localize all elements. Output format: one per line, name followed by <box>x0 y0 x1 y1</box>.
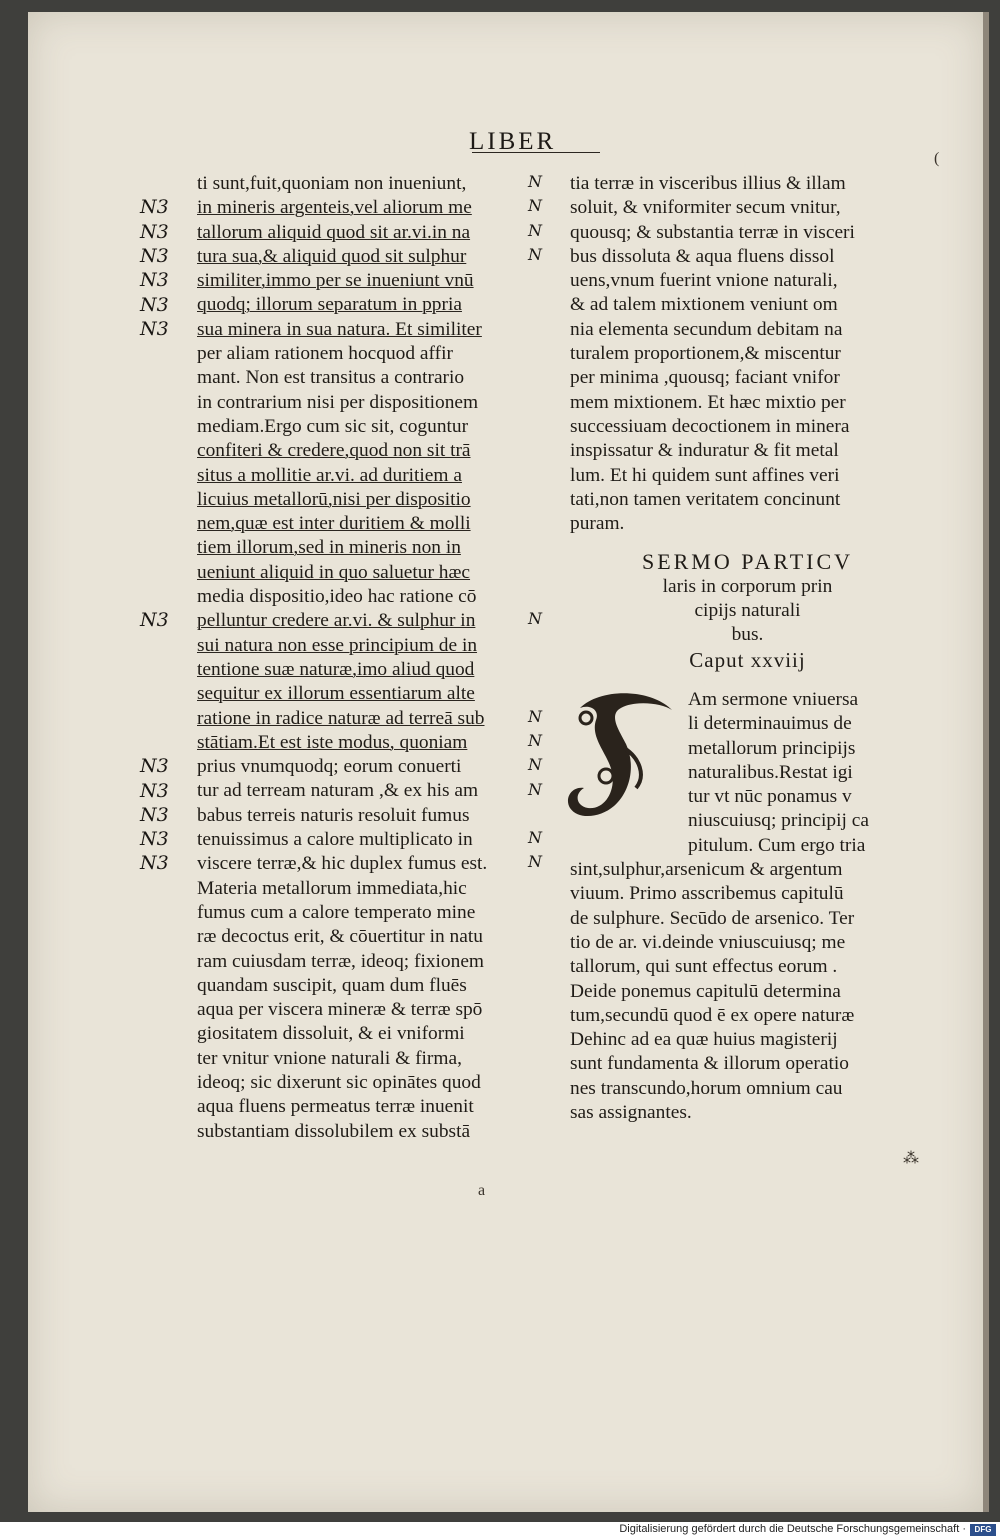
margin-note: N <box>528 828 542 848</box>
text-line: substantiam dissolubilem ex substā <box>197 1120 471 1142</box>
right-column-top-text <box>570 172 915 536</box>
text-line: aqua fluens permeatus terræ inuenit <box>197 1096 474 1118</box>
text-line: licuius metallorū,nisi per dispositio <box>197 488 471 510</box>
margin-note: N <box>528 609 542 629</box>
margin-note: N3 <box>140 244 169 267</box>
text-line: viuum. Primo asscribemus capitulū <box>570 883 844 905</box>
text-line: sint,sulphur,arsenicum & argentum <box>570 859 843 881</box>
text-line: inspissatur & induratur & fit metal <box>570 440 839 462</box>
margin-note: N <box>528 852 542 872</box>
margin-note: N <box>528 706 542 726</box>
text-line: li determinauimus de <box>688 713 852 735</box>
text-line: ueniunt aliquid in quo saluetur hæc <box>197 561 471 583</box>
text-line: ter vnitur vnione naturali & firma, <box>197 1047 462 1069</box>
text-line: quodq; illorum separatum in ppria <box>197 294 462 316</box>
margin-note: N3 <box>140 220 169 243</box>
text-line: tentione suæ naturæ,imo aliud quod <box>197 658 475 680</box>
text-line: ratione in radice naturæ ad terreā sub <box>197 707 485 729</box>
text-line: ræ decoctus erit, & cōuertitur in natu <box>197 926 483 948</box>
text-line: pelluntur credere ar.vi. & sulphur in <box>197 610 476 632</box>
section-heading-line: bus. <box>731 624 764 646</box>
text-line: tura sua,& aliquid quod sit sulphur <box>197 245 467 267</box>
text-line: niuscuiusq; principij ca <box>688 810 869 832</box>
chapter-number: Caput xxviij <box>689 647 806 672</box>
text-line: giositatem dissoluit, & ei vniformi <box>197 1023 465 1045</box>
text-line: tio de ar. vi.deinde vniuscuiusq; me <box>570 931 846 953</box>
text-line: in contrarium nisi per dispositionem <box>197 391 479 413</box>
text-line: stātiam.Et est iste modus, quoniam <box>197 731 468 753</box>
text-line: per aliam rationem hocquod affir <box>197 343 453 365</box>
margin-note: N <box>528 730 542 750</box>
text-line: fumus cum a calore temperato mine <box>197 901 476 923</box>
text-line: puram. <box>570 513 625 535</box>
margin-note: N <box>528 755 542 775</box>
section-heading-line: laris in corporum prin <box>662 575 833 597</box>
footer-bar <box>0 1522 1000 1538</box>
text-line: tallorum aliquid quod sit ar.vi.in na <box>197 221 471 243</box>
text-line: tati,non tamen veritatem concinunt <box>570 488 841 510</box>
text-line: tallorum, qui sunt effectus eorum . <box>570 956 838 978</box>
text-line: de sulphure. Secūdo de arsenico. Ter <box>570 907 855 929</box>
text-line: nes transcundo,horum omnium cau <box>570 1077 843 1099</box>
section-heading-line: cipijs naturali <box>694 600 801 622</box>
text-line: sequitur ex illorum essentiarum alte <box>197 683 475 705</box>
text-line: tenuissimus a calore multiplicato in <box>197 829 473 851</box>
text-line: situs a mollitie ar.vi. ad duritiem a <box>197 464 462 486</box>
margin-note: N <box>528 220 542 240</box>
running-head: LIBER <box>469 128 557 155</box>
text-line: ram cuiusdam terræ, ideoq; fixionem <box>197 950 485 972</box>
text-line: Materia metallorum immediata,hic <box>197 877 467 899</box>
text-line: lum. Et hi quidem sunt affines veri <box>570 464 840 486</box>
text-line: sui natura non esse principium de in <box>197 634 478 656</box>
margin-note: N3 <box>140 803 169 826</box>
signature-mark: a <box>478 1182 486 1199</box>
chapter-body-lines <box>570 858 915 1125</box>
text-line: quousq; & substantia terræ in visceri <box>570 221 855 243</box>
text-line: Am sermone vniuersa <box>688 688 859 710</box>
text-line: mediam.Ergo cum sic sit, coguntur <box>197 415 469 437</box>
text-line: babus terreis naturis resoluit fumus <box>197 804 470 826</box>
text-line: soluit, & vniformiter secum vnitur, <box>570 197 841 219</box>
right-text-column <box>570 172 915 1125</box>
text-line: per minima ,quousq; faciant vnifor <box>570 367 840 389</box>
text-line: tur ad terream naturam ,& ex his am <box>197 780 479 802</box>
text-line: naturalibus.Restat igi <box>688 761 853 783</box>
text-line: tum,secundū quod ē ex opere naturæ <box>570 1004 855 1026</box>
text-line: mant. Non est transitus a contrario <box>197 367 465 389</box>
text-line: turalem proportionem,& miscentur <box>570 343 841 365</box>
text-line: confiteri & credere,quod non sit trā <box>197 440 471 462</box>
margin-note: N3 <box>140 269 169 292</box>
text-line: sunt fundamenta & illorum operatio <box>570 1053 849 1075</box>
text-line: Dehinc ad ea quæ huius magisterij <box>570 1029 838 1051</box>
page-corner-mark: ( <box>934 150 940 167</box>
left-text-column <box>197 172 562 1144</box>
text-line: pitulum. Cum ergo tria <box>688 834 866 856</box>
margin-note: N3 <box>140 317 169 340</box>
text-line: mem mixtionem. Et hæc mixtio per <box>570 391 846 413</box>
text-line: tia terræ in visceribus illius & illam <box>570 173 846 194</box>
text-line: in mineris argenteis,vel aliorum me <box>197 197 472 219</box>
margin-note: N3 <box>140 828 169 851</box>
dfg-logo: DFG <box>970 1524 996 1536</box>
decorated-initial-icon <box>560 688 678 838</box>
margin-note: N3 <box>140 609 169 632</box>
section-heading <box>570 550 915 671</box>
text-line: sas assignantes. <box>570 1101 692 1123</box>
text-line: nem,quæ est inter duritiem & molli <box>197 513 471 535</box>
text-line: viscere terræ,& hic duplex fumus est. <box>197 853 488 875</box>
running-head-rule <box>472 152 600 153</box>
margin-note: N3 <box>140 852 169 875</box>
margin-note: N <box>528 779 542 799</box>
text-line: tiem illorum,sed in mineris non in <box>197 537 461 559</box>
margin-note: N3 <box>140 779 169 802</box>
text-line: bus dissoluta & aqua fluens dissol <box>570 245 835 267</box>
section-heading-line: SERMO PARTICV <box>641 549 854 575</box>
text-line: Deide ponemus capitulū determina <box>570 980 841 1002</box>
text-line: successiuam decoctionem in minera <box>570 415 850 437</box>
text-line: sua minera in sua natura. Et similiter <box>197 318 482 340</box>
text-line: tur vt nūc ponamus v <box>688 786 852 808</box>
text-line: uens,vnum fuerint vnione naturali, <box>570 270 838 292</box>
text-line: nia elementa secundum debitam na <box>570 318 843 340</box>
footer-credit: Digitalisierung gefördert durch die Deutsche Forschungsgemeinschaft · <box>619 1523 966 1535</box>
margin-note: N <box>528 172 542 191</box>
text-line: & ad talem mixtionem veniunt om <box>570 294 838 316</box>
chapter-opening <box>570 688 915 858</box>
margin-note: N <box>528 244 542 264</box>
ink-mark: ⁂ <box>903 1150 919 1167</box>
text-line: prius vnumquodq; eorum conuerti <box>197 756 462 778</box>
text-line: quandam suscipit, quam dum fluēs <box>197 974 467 996</box>
text-line: similiter,immo per se inueniunt vnū <box>197 270 474 292</box>
margin-note: N3 <box>140 755 169 778</box>
margin-note: N3 <box>140 196 169 219</box>
text-line: ti sunt,fuit,quoniam non inueniunt, <box>197 173 467 194</box>
text-line: metallorum principijs <box>688 737 856 759</box>
margin-note: N3 <box>140 293 169 316</box>
text-line: ideoq; sic dixerunt sic opinātes quod <box>197 1071 481 1093</box>
text-line: media dispositio,ideo hac ratione cō <box>197 586 477 608</box>
text-line: aqua per viscera mineræ & terræ spō <box>197 999 483 1021</box>
margin-note: N <box>528 196 542 216</box>
